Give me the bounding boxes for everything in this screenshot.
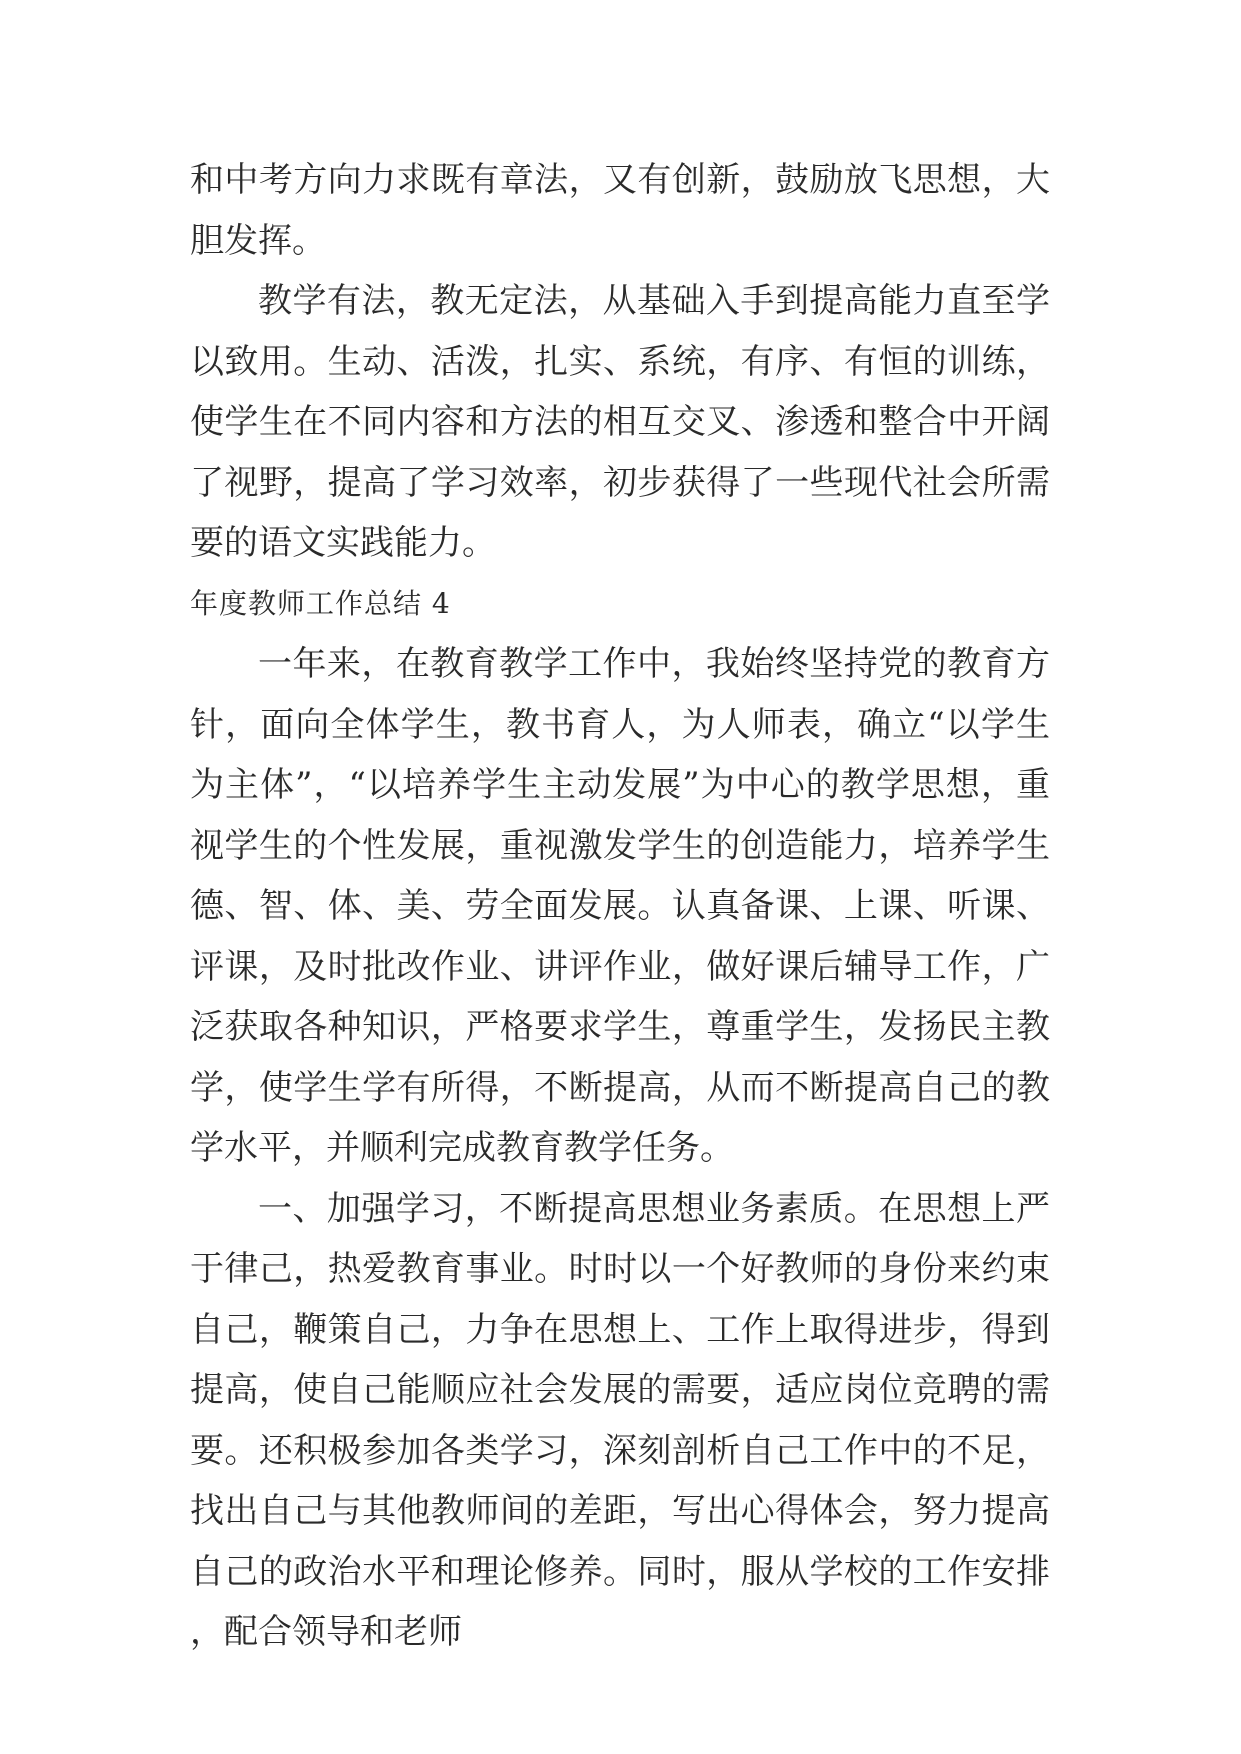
study-improvement-paragraph: 一、加强学习，不断提高思想业务素质。在思想上严于律己，热爱教育事业。时时以一个好教师的身份来约束自己，鞭策自己，力争在思想上、工作上取得进步，得到提高，使自己能顺应社会发展的需要，适应岗位竞聘的需要。还积极参加各类学习，深刻剖析自己工作中的不足，找出自己与其他教师间的差距，写出心得体会，努力提高自己的政治水平和理论修养。同时，服从学校的工作安排，配合领导和老师 bbox=[190, 1188, 1050, 1652]
teaching-method-paragraph: 教学有法，教无定法，从基础入手到提高能力直至学以致用。生动、活泼，扎实、系统，有序、有恒的训练，使学生在不同内容和方法的相互交叉、渗透和整合中开阔了视野，提高了学习效率，初步获得了一些现代社会所需要的语文实践能力。 bbox=[190, 281, 1050, 563]
continuation-paragraph: 和中考方向力求既有章法，又有创新，鼓励放飞思想，大胆发挥。 bbox=[190, 160, 1050, 261]
document-body bbox=[190, 150, 1050, 1663]
summary-intro-paragraph: 一年来，在教育教学工作中，我始终坚持党的教育方针，面向全体学生，教书育人，为人师表，确立“以学生为主体”，“以培养学生主动发展”为中心的教学思想，重视学生的个性发展，重视激发学生的创造能力，培养学生德、智、体、美、劳全面发展。认真备课、上课、听课、评课，及时批改作业、讲评作业，做好课后辅导工作，广泛获取各种知识，严格要求学生，尊重学生，发扬民主教学，使学生学有所得，不断提高，从而不断提高自己的教学水平，并顺利完成教育教学任务。 bbox=[190, 644, 1050, 1168]
section-heading: 年度教师工作总结 4 bbox=[190, 586, 451, 620]
